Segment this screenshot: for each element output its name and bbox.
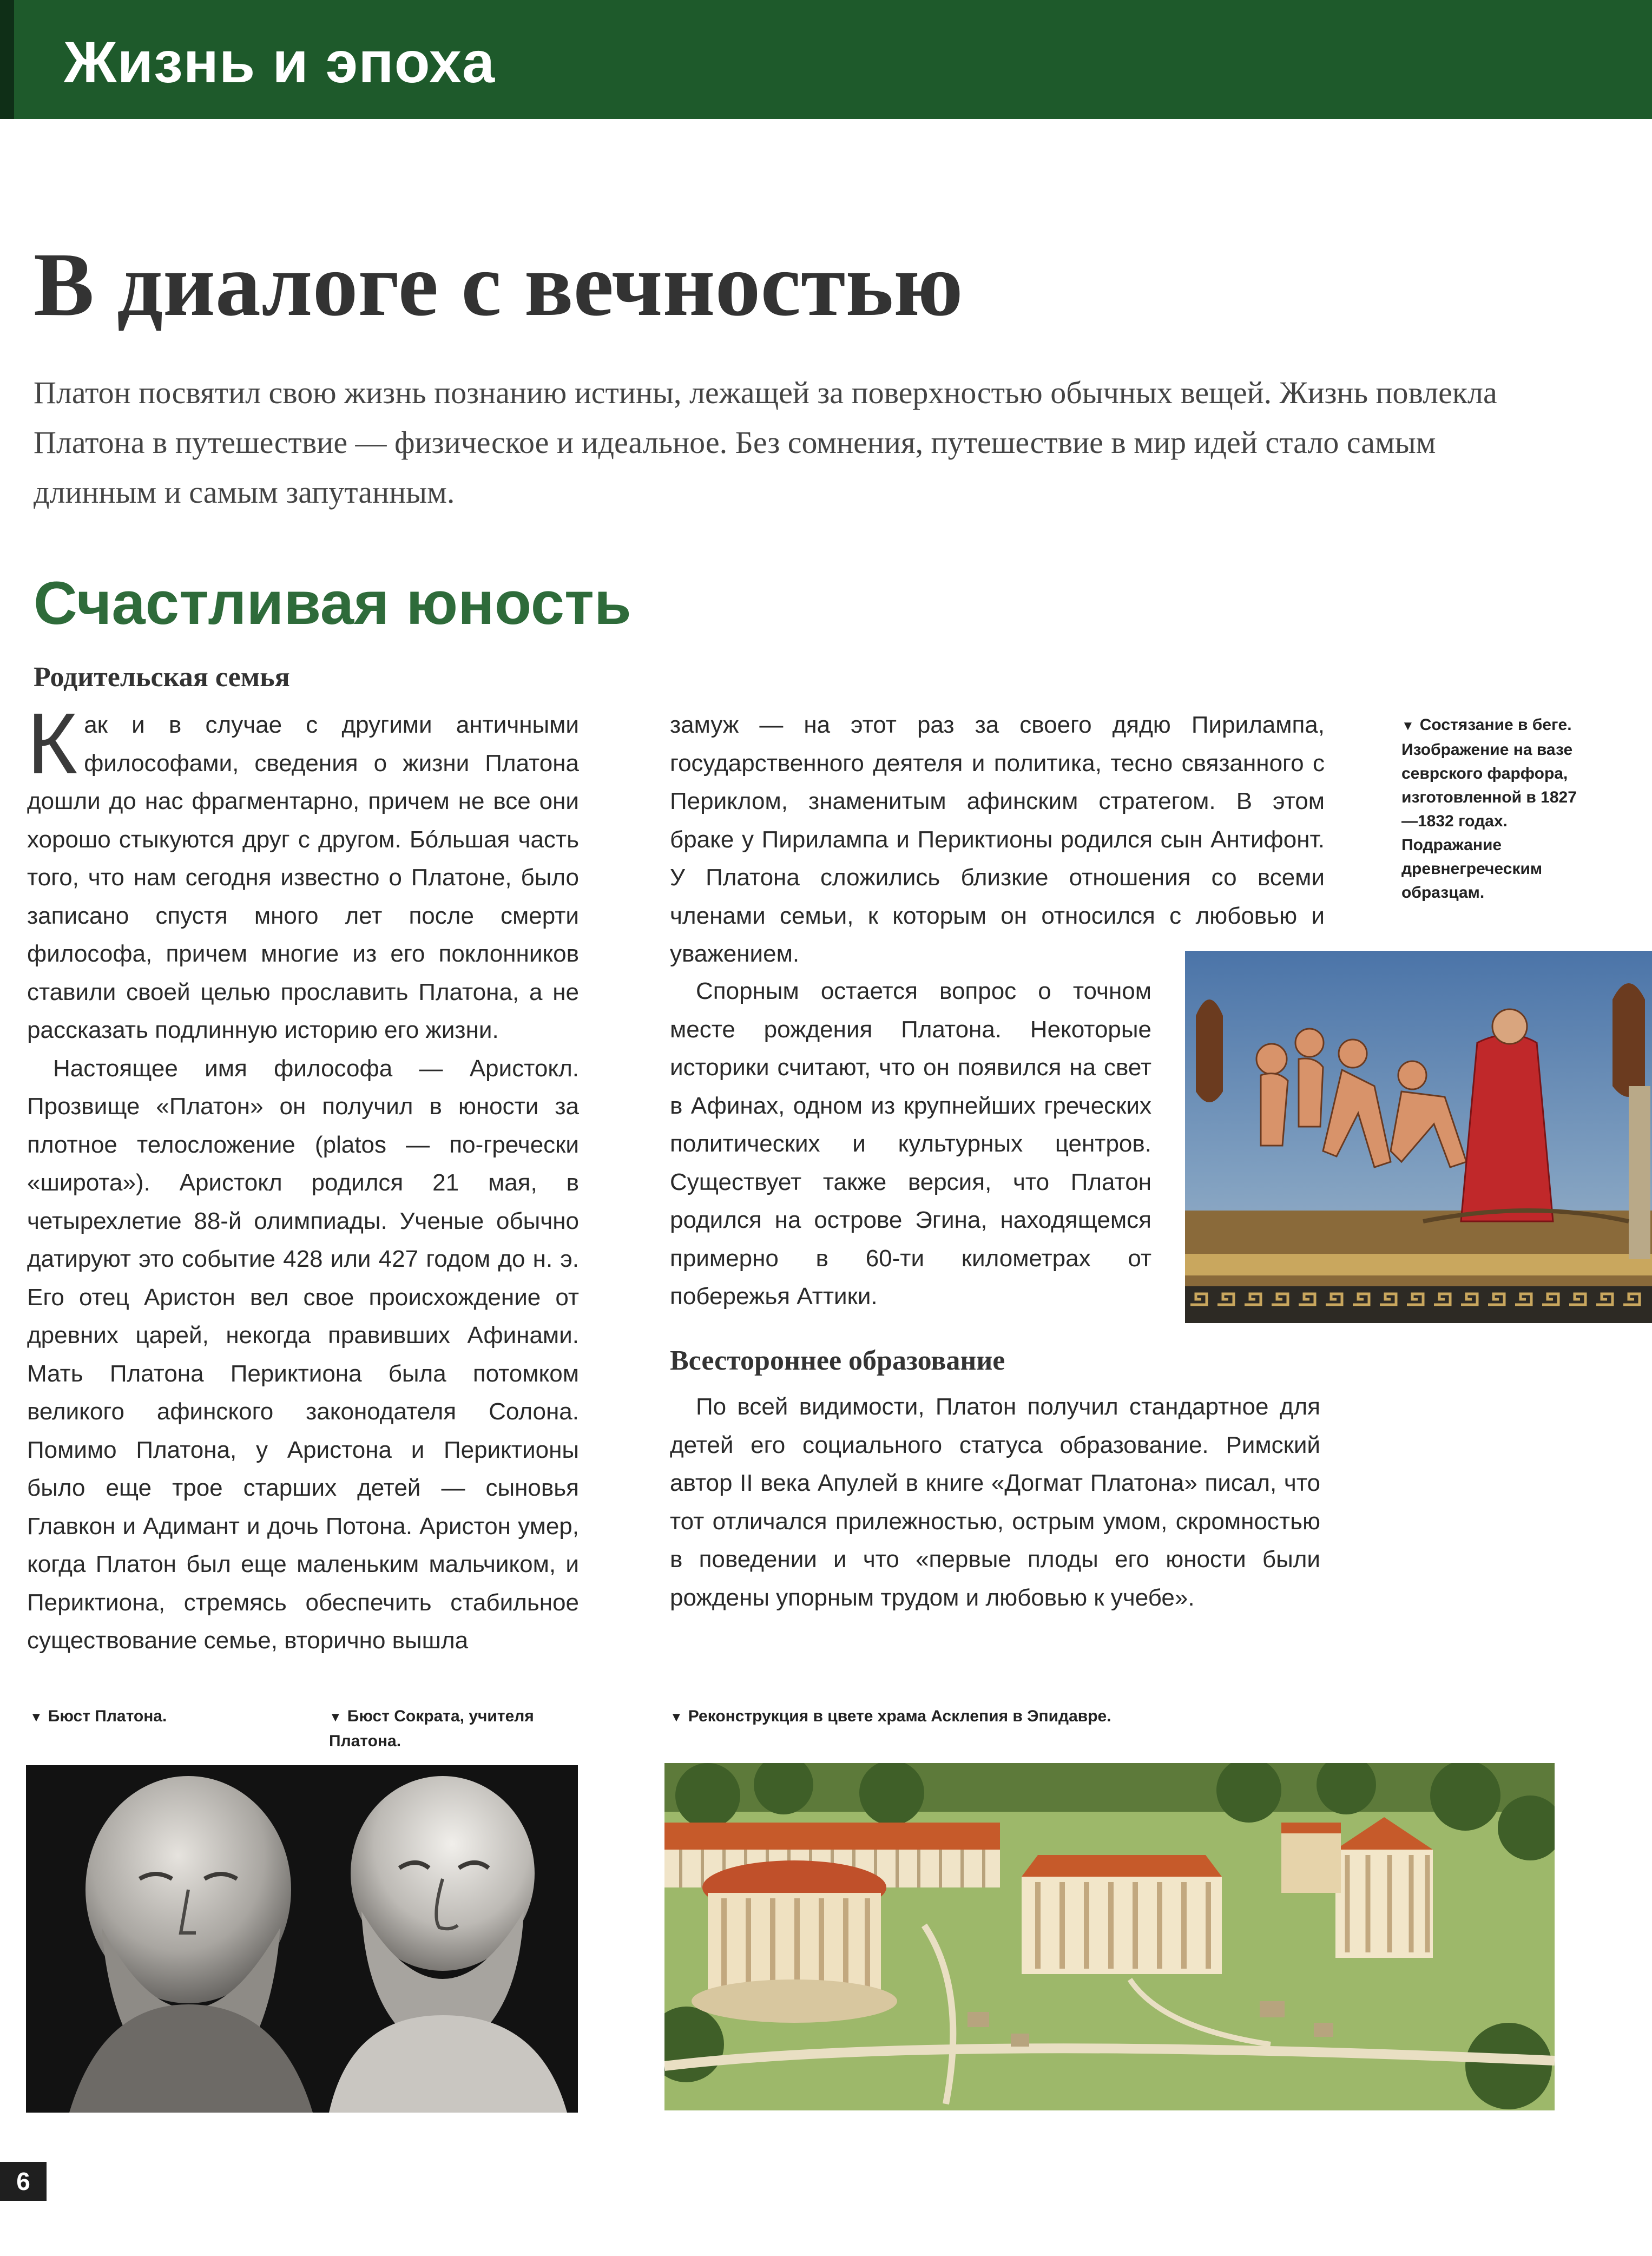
caption-temple: ▼ Реконструкция в цвете храма Асклепия в Эпидавре. — [670, 1707, 1111, 1725]
column-right-mid — [670, 972, 1151, 1316]
page-number: 6 — [16, 2167, 30, 2195]
subheading-education: Всестороннее образование — [670, 1345, 1005, 1376]
caption-marker-icon: ▼ — [30, 1710, 43, 1725]
busts-image — [26, 1765, 578, 2113]
page-title: В диалоге с вечностью — [34, 234, 963, 335]
paragraph-intro — [27, 695, 579, 1050]
vase-painting-image — [1185, 951, 1652, 1323]
paragraph-birthplace: Спорным остается вопрос о точном месте рождения Платона. Некоторые историки считают, что он появился на свет в Афинах, одном из крупнейших греческих политических и культурных центров. Существует также версия, что Платон родился на острове Эгина, находящемся примерно в 60-ти километрах от побережья Аттики. — [670, 978, 1151, 1310]
column-right-top — [670, 706, 1325, 974]
paragraph-education: По всей видимости, Платон получил стандартное для детей его социального статуса образование. Римский автор II века Апулей в книге «Догмат Платона» писал, что тот отличался прилежностью, острым умом, скромностью в поведении и что «первые плоды его юности были рождены упорным трудом и любовью к учебе». — [670, 1393, 1320, 1611]
temple-reconstruction-image — [664, 1763, 1555, 2110]
paragraph-name: Настоящее имя философа — Аристокл. Прозвище «Платон» он получил в юности за плотное телосложение (platos — по-гречески «широта»). Аристокл родился 21 мая, в четырехлетие 88-й олимпиады. Ученые обычно датируют это событие 428 или 427 годом до н. э. Его отец Аристон вел свое происхождение от древних царей, некогда правивших Афинами. Мать Платона Периктиона была потомком великого афинского законодателя Солона. Помимо Платона, у Аристона и Периктионы было еще трое старших детей — сыновья Главкон и Адимант и дочь Потона. Аристон умер, когда Платон был еще маленьким мальчиком, и Периктиона, стремясь обеспечить стабильное существование семье, вторично вышла — [27, 1055, 579, 1654]
vase-painting-svg — [1185, 951, 1652, 1323]
section-label: Жизнь и эпоха — [64, 29, 496, 95]
section-heading: Счастливая юность — [34, 569, 631, 637]
subheading-family: Родительская семья — [34, 662, 290, 693]
header-edge-rule — [0, 0, 14, 119]
paragraph-marriage: замуж — на этот раз за своего дядю Пирилампа, государственного деятеля и политика, тесно связанного с Периклом, знаменитым афинским стратегом. В этом браке у Пирилампа и Периктионы родился сын Антифонт. У Платона сложились близкие отношения со всеми членами семьи, к которым он относился с любовью и уважением. — [670, 712, 1325, 967]
lead-paragraph: Платон посвятил свою жизнь познанию истины, лежащей за поверхностью обычных вещей. Жизнь повлекла Платона в путешествие — физическое и идеальное. Без сомнения, путешествие в мир идей стало самым длинным и самым запутанным. — [34, 375, 1497, 510]
caption-vase: ▼ Состязание в беге. Изображение на вазе севрского фарфора, изготовленной в 1827—1832 годах. Подражание древнегреческим образцам. — [1401, 716, 1577, 902]
column-right-bottom — [670, 1388, 1320, 1617]
caption-socrates: ▼ Бюст Сократа, учителя Платона. — [329, 1707, 534, 1750]
caption-marker-icon: ▼ — [1401, 719, 1414, 733]
caption-marker-icon: ▼ — [329, 1710, 342, 1725]
temple-svg — [664, 1763, 1555, 2110]
column-left — [27, 695, 579, 1660]
caption-marker-icon: ▼ — [670, 1710, 683, 1725]
caption-plato: ▼ Бюст Платона. — [30, 1707, 167, 1725]
drop-cap: К — [27, 695, 78, 792]
paragraph-intro-text: ак и в случае с другими античными философами, сведения о жизни Платона дошли до нас фрагментарно, причем не все они хорошо стыкуются друг с другом. Бóльшая часть того, что нам сегодня известно о Платоне, было записано спустя много лет после смерти философа, причем многие из его поклонников ставили своей целью прославить Платона, а не рассказать подлинную историю его жизни. — [27, 712, 579, 1043]
busts-svg — [26, 1765, 578, 2113]
